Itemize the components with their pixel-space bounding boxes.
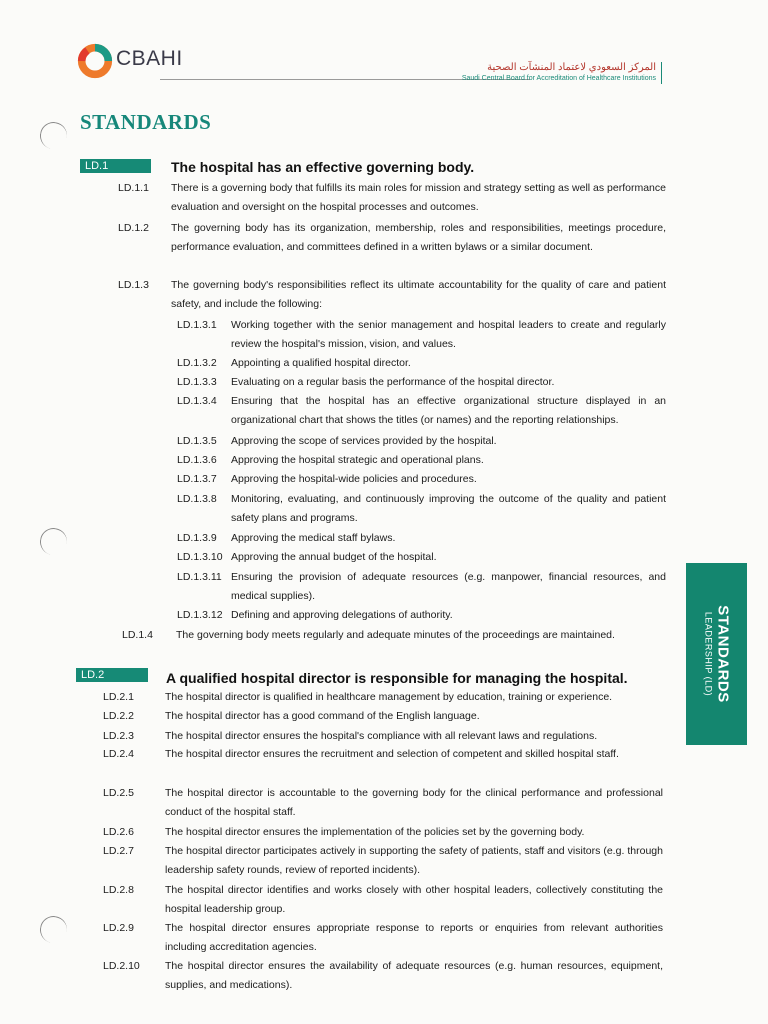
standard-text: Approving the annual budget of the hospital.: [231, 551, 437, 563]
section-tag: LD.1: [80, 159, 151, 173]
standard-code: LD.1.3.9: [177, 532, 217, 544]
document-header: [76, 42, 668, 92]
standard-text: Approving the hospital strategic and operational plans.: [231, 454, 484, 466]
standard-code: LD.1.3.2: [177, 357, 217, 369]
organization-name: [462, 62, 662, 84]
standard-code: LD.2.2: [103, 710, 134, 722]
standard-code: LD.1.3.6: [177, 454, 217, 466]
standard-code: LD.1.3.7: [177, 473, 217, 485]
standard-code: LD.2.1: [103, 691, 134, 703]
standard-text: Working together with the senior management and hospital leaders to create and regularly review the hospital's mission, vision, and values.: [231, 319, 666, 350]
standard-text: The hospital director has a good command of the English language.: [165, 710, 480, 722]
standard-code: LD.2.8: [103, 884, 134, 896]
side-tab-subtitle: LEADERSHIP (LD): [703, 611, 713, 697]
standard-text: The governing body meets regularly and adequate minutes of the proceedings are maintained.: [176, 629, 615, 641]
section-title: The hospital has an effective governing body.: [171, 159, 475, 175]
standard-text: The hospital director ensures the hospital's compliance with all relevant laws and regulations.: [165, 730, 598, 742]
standard-code: LD.1.3: [118, 279, 149, 291]
standard-text: The hospital director is qualified in healthcare management by education, training or experience.: [165, 691, 613, 703]
standard-text: The governing body has its organization, membership, roles and responsibilities, meetings procedure, performance evaluation, and committees defined in a written bylaws or a similar document.: [171, 222, 666, 253]
punch-hole: [38, 120, 69, 151]
organization-name-arabic: المركز السعودي لاعتماد المنشآت الصحية: [487, 62, 656, 73]
standard-text: Monitoring, evaluating, and continuously improving the outcome of the quality and patient safety plans and programs.: [231, 493, 666, 524]
standard-text: The governing body's responsibilities reflect its ultimate accountability for the quality of care and patient safety, and include the following:: [171, 279, 666, 310]
standard-text: The hospital director ensures appropriate response to reports or enquiries from relevant authorities including accreditation agencies.: [165, 922, 663, 953]
standard-text: The hospital director participates actively in supporting the safety of patients, staff and visitors (e.g. through leadership safety rounds, review of reported incidents).: [165, 845, 663, 876]
side-tab: [686, 563, 747, 745]
standard-code: LD.2.3: [103, 730, 134, 742]
side-tab-title: STANDARDS: [714, 605, 731, 703]
standard-code: LD.2.7: [103, 845, 134, 857]
standard-code: LD.1.3.1: [177, 319, 217, 331]
standard-code: LD.2.9: [103, 922, 134, 934]
standard-text: Ensuring the provision of adequate resources (e.g. manpower, financial resources, and medical supplies).: [231, 571, 666, 602]
standard-text: Approving the medical staff bylaws.: [231, 532, 396, 544]
standard-code: LD.1.3.12: [177, 609, 223, 621]
page-title: STANDARDS: [80, 110, 212, 134]
standard-text: The hospital director ensures the recruitment and selection of competent and skilled hospital staff.: [165, 748, 619, 760]
standard-text: The hospital director ensures the availability of adequate resources (e.g. human resources, equipment, supplies, and medications).: [165, 960, 663, 991]
standard-code: LD.2.5: [103, 787, 134, 799]
standard-code: LD.2.10: [103, 960, 140, 972]
standard-code: LD.1.3.8: [177, 493, 217, 505]
standard-text: Defining and approving delegations of authority.: [231, 609, 453, 621]
standard-text: Evaluating on a regular basis the performance of the hospital director.: [231, 376, 555, 388]
cbahi-logo-icon: [76, 42, 114, 80]
logo-text: CBAHI: [116, 47, 183, 70]
standard-code: LD.1.3.10: [177, 551, 223, 563]
standard-text: Appointing a qualified hospital director.: [231, 357, 411, 369]
organization-name-english: Saudi Central Board for Accreditation of Healthcare Institutions: [461, 75, 656, 82]
punch-hole: [38, 914, 69, 945]
standard-code: LD.1.2: [118, 222, 149, 234]
standard-text: The hospital director identifies and works closely with other hospital leaders, collectively constituting the hospital leadership group.: [165, 884, 663, 915]
standard-code: LD.1.3.3: [177, 376, 217, 388]
standard-text: Approving the scope of services provided by the hospital.: [231, 435, 497, 447]
standard-text: Approving the hospital-wide policies and procedures.: [231, 473, 477, 485]
standard-text: Ensuring that the hospital has an effective organizational structure displayed in an organizational chart that shows the titles (or names) and the reporting relationships.: [231, 395, 666, 426]
standard-code: LD.1.3.4: [177, 395, 217, 407]
standard-code: LD.1.4: [122, 629, 153, 641]
standard-text: There is a governing body that fulfills its main roles for mission and strategy setting as well as performance evaluation and oversight on the hospital processes and outcomes.: [171, 182, 666, 213]
standard-code: LD.2.4: [103, 748, 134, 760]
section-tag: LD.2: [76, 668, 148, 682]
standard-code: LD.1.3.5: [177, 435, 217, 447]
standard-code: LD.1.3.11: [177, 571, 222, 583]
punch-hole: [38, 526, 69, 557]
standard-code: LD.1.1: [118, 182, 149, 194]
standard-code: LD.2.6: [103, 826, 134, 838]
standard-text: The hospital director is accountable to the governing body for the clinical performance and professional conduct of the hospital staff.: [165, 787, 663, 818]
standard-text: The hospital director ensures the implementation of the policies set by the governing body.: [165, 826, 585, 838]
section-title: A qualified hospital director is responsible for managing the hospital.: [166, 670, 628, 686]
